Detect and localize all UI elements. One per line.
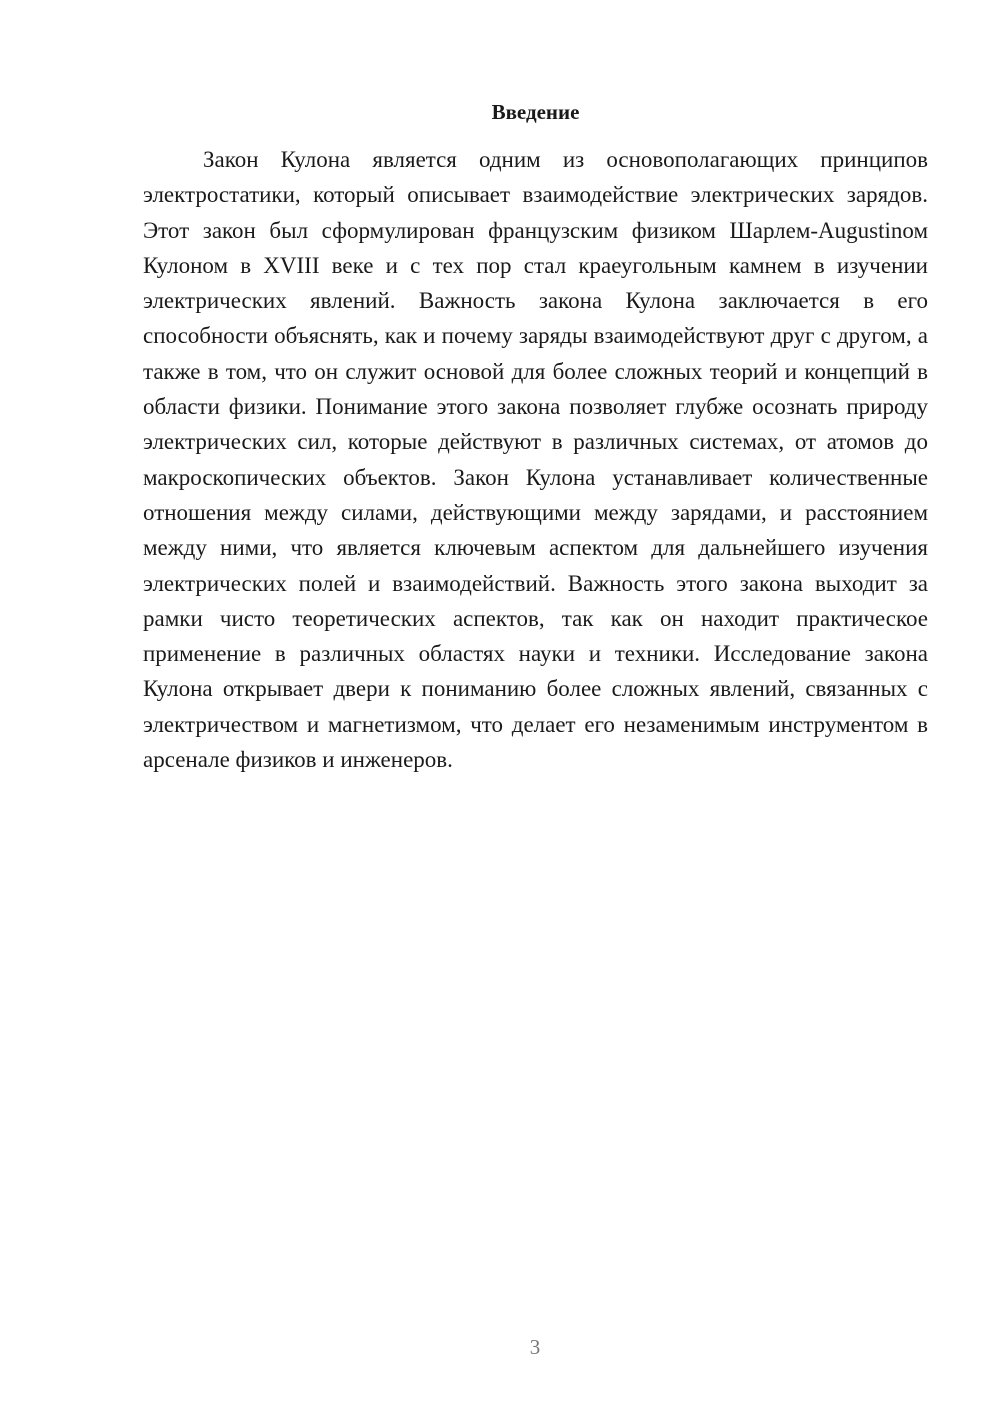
section-heading: Введение [491,100,580,124]
body-paragraph: Закон Кулона является одним из основополагающих принципов электростатики, который описывает взаимодействие электрических зарядов. Этот закон был сформулирован французским физиком Шарлем-Augustinом Кулоном в XVIII веке и с тех пор стал краеугольным камнем в изучении электрических явлений. Важность закона Кулона заключается в его способности объяснять, как и почему заряды взаимодействуют друг с другом, а также в том, что он служит основой для более сложных теорий и концепций в области физики. Понимание этого закона позволяет глубже осознать природу электрических сил, которые действуют в различных системах, от атомов до макроскопических объектов. Закон Кулона устанавливает количественные отношения между силами, действующими между зарядами, и расстоянием между ними, что является ключевым аспектом для дальнейшего изучения электрических полей и взаимодействий. Важность этого закона выходит за рамки чисто теоретических аспектов, так как он находит практическое применение в различных областях науки и техники. Исследование закона Кулона открывает двери к пониманию более сложных явлений, связанных с электричеством и магнетизмом, что делает его незаменимым инструментом в арсенале физиков и инженеров. [143,147,928,773]
page-number: 3 [529,1335,541,1359]
